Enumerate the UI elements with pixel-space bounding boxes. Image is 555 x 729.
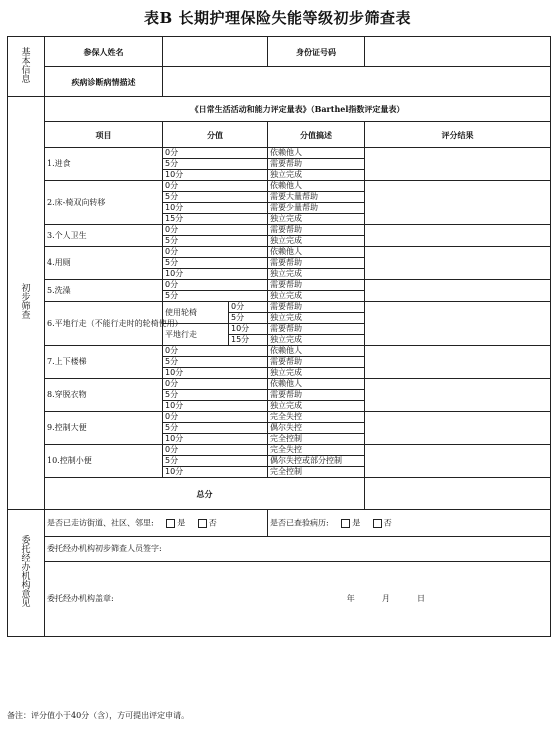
score-criteria: 完全控制 — [268, 434, 365, 445]
score-value: 0分 — [163, 379, 268, 390]
score-value: 10分 — [229, 324, 268, 335]
score-criteria: 需要帮助 — [268, 280, 365, 291]
score-criteria: 独立完成 — [268, 313, 365, 324]
column-header-item: 项目 — [45, 122, 163, 148]
section-char: 初 — [21, 284, 31, 294]
score-value: 10分 — [163, 401, 268, 412]
score-value: 5分 — [163, 192, 268, 203]
score-criteria: 需要少量帮助 — [268, 203, 365, 214]
score-value: 5分 — [163, 159, 268, 170]
name-field[interactable] — [163, 37, 268, 67]
table-row — [8, 280, 551, 291]
score-value: 5分 — [163, 258, 268, 269]
total-score-field[interactable] — [365, 478, 551, 510]
score-result-field[interactable] — [365, 412, 551, 445]
score-criteria: 独立完成 — [268, 170, 365, 181]
total-score-label: 总分 — [45, 478, 365, 510]
section-char: 本 — [21, 56, 31, 67]
score-value: 0分 — [163, 148, 268, 159]
score-criteria: 完全失控 — [268, 412, 365, 423]
score-criteria: 依赖他人 — [268, 346, 365, 357]
score-value: 0分 — [163, 445, 268, 456]
page-title: 表B 长期护理保险失能等级初步筛查表 — [144, 9, 411, 27]
section-char: 委 — [21, 536, 31, 546]
table-row — [8, 412, 551, 423]
flat-walking-label: 平地行走 — [163, 324, 229, 346]
table-row — [8, 247, 551, 258]
staff-signature-field[interactable] — [45, 537, 551, 562]
id-number-field[interactable] — [365, 37, 551, 67]
section-char: 机 — [21, 572, 31, 582]
column-header-criteria: 分值搞述 — [268, 122, 365, 148]
score-criteria: 需要帮助 — [268, 159, 365, 170]
diagnosis-field[interactable] — [163, 67, 551, 97]
section-char: 步 — [21, 293, 31, 303]
score-result-field[interactable] — [365, 302, 551, 346]
review-yes-label: 是 — [352, 518, 361, 527]
score-value: 10分 — [163, 368, 268, 379]
score-value: 5分 — [163, 390, 268, 401]
item-name: 4.用厕 — [45, 247, 163, 280]
visit-check-cell — [45, 510, 268, 537]
section-char: 托 — [21, 545, 31, 555]
table-row — [8, 181, 551, 192]
section-char: 信 — [21, 65, 31, 76]
item-name: 10.控制小便 — [45, 445, 163, 478]
day-label: 日 — [416, 594, 425, 603]
score-result-field[interactable] — [365, 445, 551, 478]
visit-yes-label: 是 — [177, 518, 186, 527]
score-value: 0分 — [163, 280, 268, 291]
column-header-result: 评分结果 — [365, 122, 551, 148]
score-criteria: 需要帮助 — [268, 225, 365, 236]
score-criteria: 独立完成 — [268, 236, 365, 247]
review-question: 是否已查验病历: — [270, 518, 329, 527]
score-criteria: 独立完成 — [268, 269, 365, 280]
score-criteria: 需要大量帮助 — [268, 192, 365, 203]
item-name: 3.个人卫生 — [45, 225, 163, 247]
score-criteria: 依赖他人 — [268, 148, 365, 159]
item-name: 9.控制大便 — [45, 412, 163, 445]
wheelchair-label: 使用轮椅 — [163, 302, 229, 324]
screening-section — [8, 97, 45, 510]
score-value: 0分 — [163, 412, 268, 423]
basic-info-section — [8, 37, 45, 97]
review-no-checkbox[interactable] — [373, 519, 382, 528]
item-name: 5.洗澡 — [45, 280, 163, 302]
score-value: 0分 — [163, 247, 268, 258]
score-result-field[interactable] — [365, 280, 551, 302]
score-value: 5分 — [163, 423, 268, 434]
column-header-score: 分值 — [163, 122, 268, 148]
table-row — [8, 346, 551, 357]
table-row — [8, 379, 551, 390]
score-value: 5分 — [163, 456, 268, 467]
item-name: 6.平地行走（不能行走时的轮椅使用） — [45, 302, 163, 346]
agency-opinion-section — [8, 510, 45, 637]
score-criteria: 独立完成 — [268, 401, 365, 412]
visit-yes-checkbox[interactable] — [166, 519, 175, 528]
score-value: 15分 — [163, 214, 268, 225]
score-value: 5分 — [163, 236, 268, 247]
review-no-label: 否 — [383, 518, 392, 527]
score-value: 0分 — [163, 181, 268, 192]
visit-no-label: 否 — [208, 518, 217, 527]
item-name: 1.进食 — [45, 148, 163, 181]
score-result-field[interactable] — [365, 181, 551, 225]
visit-question: 是否已走访街道、社区、邻里: — [47, 518, 154, 527]
score-value: 0分 — [229, 302, 268, 313]
score-criteria: 需要帮助 — [268, 357, 365, 368]
score-criteria: 偶尔失控或部分控制 — [268, 456, 365, 467]
score-criteria: 完全控制 — [268, 467, 365, 478]
staff-signature-label: 委托经办机构初步筛查人员签字: — [47, 544, 162, 553]
review-yes-checkbox[interactable] — [341, 519, 350, 528]
year-label: 年 — [346, 594, 355, 603]
section-char: 办 — [21, 563, 31, 573]
section-char: 构 — [21, 581, 31, 591]
visit-no-checkbox[interactable] — [198, 519, 207, 528]
score-value: 5分 — [163, 291, 268, 302]
section-char: 见 — [21, 599, 31, 609]
score-criteria: 需要帮助 — [268, 302, 365, 313]
score-criteria: 依赖他人 — [268, 247, 365, 258]
score-criteria: 独立完成 — [268, 335, 365, 346]
review-check-cell — [268, 510, 551, 537]
item-name: 8.穿脱衣物 — [45, 379, 163, 412]
diagnosis-label: 疾病诊断病情描述 — [45, 67, 163, 97]
score-criteria: 独立完成 — [268, 214, 365, 225]
score-criteria: 完全失控 — [268, 445, 365, 456]
score-value: 10分 — [163, 467, 268, 478]
score-value: 0分 — [163, 346, 268, 357]
month-label: 月 — [381, 594, 390, 603]
section-char: 息 — [21, 74, 31, 85]
score-criteria: 依赖他人 — [268, 181, 365, 192]
scale-title: 《日常生活活动和能力评定量表》（Barthel指数评定量表） — [45, 97, 551, 122]
section-char: 经 — [21, 554, 31, 564]
score-result-field[interactable] — [365, 148, 551, 181]
score-value: 15分 — [229, 335, 268, 346]
score-value: 10分 — [163, 269, 268, 280]
score-result-field[interactable] — [365, 225, 551, 247]
score-result-field[interactable] — [365, 247, 551, 280]
score-value: 10分 — [163, 203, 268, 214]
footnote: 备注：评分值小于40分（含），方可提出评定申请。 — [7, 711, 190, 720]
name-label: 参保人姓名 — [45, 37, 163, 67]
table-row — [8, 225, 551, 236]
section-char: 查 — [21, 311, 31, 321]
score-criteria: 依赖他人 — [268, 379, 365, 390]
score-value: 5分 — [229, 313, 268, 324]
score-criteria: 需要帮助 — [268, 258, 365, 269]
score-criteria: 偶尔失控 — [268, 423, 365, 434]
id-number-label: 身份证号码 — [268, 37, 365, 67]
score-value: 5分 — [163, 357, 268, 368]
item-name: 7.上下楼梯 — [45, 346, 163, 379]
score-value: 10分 — [163, 170, 268, 181]
screening-form — [7, 36, 551, 637]
score-criteria: 独立完成 — [268, 291, 365, 302]
score-result-field[interactable] — [365, 379, 551, 412]
table-row — [8, 148, 551, 159]
score-criteria: 独立完成 — [268, 368, 365, 379]
table-row — [8, 445, 551, 456]
score-result-field[interactable] — [365, 346, 551, 379]
section-char: 筛 — [21, 302, 31, 312]
score-criteria: 需要帮助 — [268, 390, 365, 401]
score-value: 0分 — [163, 225, 268, 236]
score-criteria: 需要帮助 — [268, 324, 365, 335]
agency-stamp-field[interactable] — [45, 562, 551, 637]
agency-stamp-label: 委托经办机构盖章: — [47, 594, 114, 603]
section-char: 意 — [21, 590, 31, 600]
item-name: 2.床-椅双向转移 — [45, 181, 163, 225]
score-value: 10分 — [163, 434, 268, 445]
table-row — [8, 302, 551, 313]
section-char: 基 — [21, 47, 31, 58]
